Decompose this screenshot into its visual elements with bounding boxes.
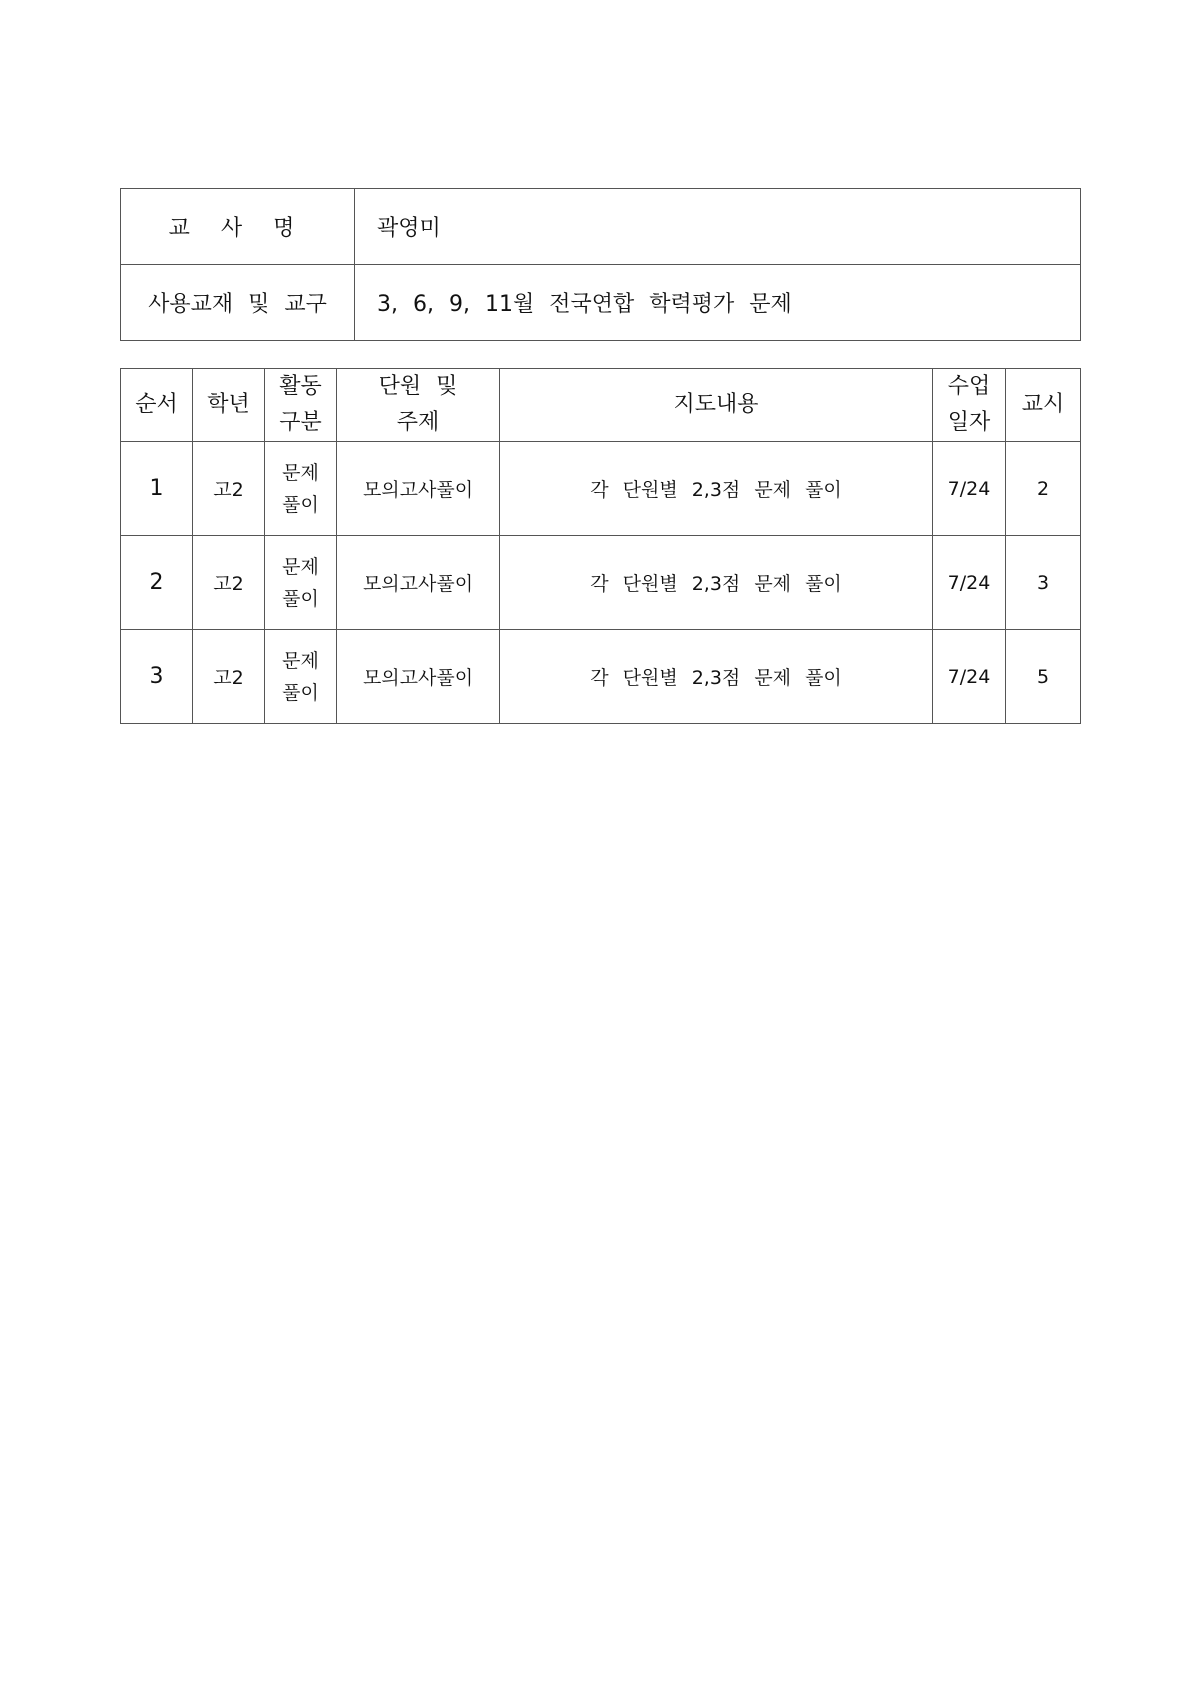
materials-row	[121, 265, 1081, 341]
cell-order: 2	[121, 536, 193, 630]
header-unit: 단원 및 주제	[337, 369, 500, 442]
teacher-name: 곽영미	[355, 189, 1081, 265]
materials-label: 사용교재 및 교구	[121, 265, 355, 341]
table-row	[121, 536, 1081, 630]
header-grade: 학년	[193, 369, 265, 442]
header-order: 순서	[121, 369, 193, 442]
materials-value: 3, 6, 9, 11월 전국연합 학력평가 문제	[355, 265, 1081, 341]
cell-content: 각 단원별 2,3점 문제 풀이	[500, 630, 933, 724]
cell-period: 5	[1006, 630, 1081, 724]
cell-date: 7/24	[933, 536, 1006, 630]
cell-activity: 문제 풀이	[265, 536, 337, 630]
lesson-schedule-table	[120, 368, 1081, 724]
cell-grade: 고2	[193, 630, 265, 724]
teacher-row	[121, 189, 1081, 265]
cell-unit: 모의고사풀이	[337, 442, 500, 536]
cell-grade: 고2	[193, 442, 265, 536]
cell-date: 7/24	[933, 630, 1006, 724]
cell-content: 각 단원별 2,3점 문제 풀이	[500, 442, 933, 536]
table-row	[121, 630, 1081, 724]
cell-period: 3	[1006, 536, 1081, 630]
cell-activity: 문제 풀이	[265, 630, 337, 724]
cell-period: 2	[1006, 442, 1081, 536]
cell-unit: 모의고사풀이	[337, 536, 500, 630]
header-content: 지도내용	[500, 369, 933, 442]
cell-content: 각 단원별 2,3점 문제 풀이	[500, 536, 933, 630]
cell-order: 1	[121, 442, 193, 536]
cell-date: 7/24	[933, 442, 1006, 536]
header-date: 수업 일자	[933, 369, 1006, 442]
table-row	[121, 442, 1081, 536]
header-period: 교시	[1006, 369, 1081, 442]
teacher-info-table	[120, 188, 1081, 341]
cell-grade: 고2	[193, 536, 265, 630]
table-header-row	[121, 369, 1081, 442]
cell-unit: 모의고사풀이	[337, 630, 500, 724]
header-activity: 활동 구분	[265, 369, 337, 442]
cell-order: 3	[121, 630, 193, 724]
teacher-label: 교 사 명	[121, 189, 355, 265]
cell-activity: 문제 풀이	[265, 442, 337, 536]
